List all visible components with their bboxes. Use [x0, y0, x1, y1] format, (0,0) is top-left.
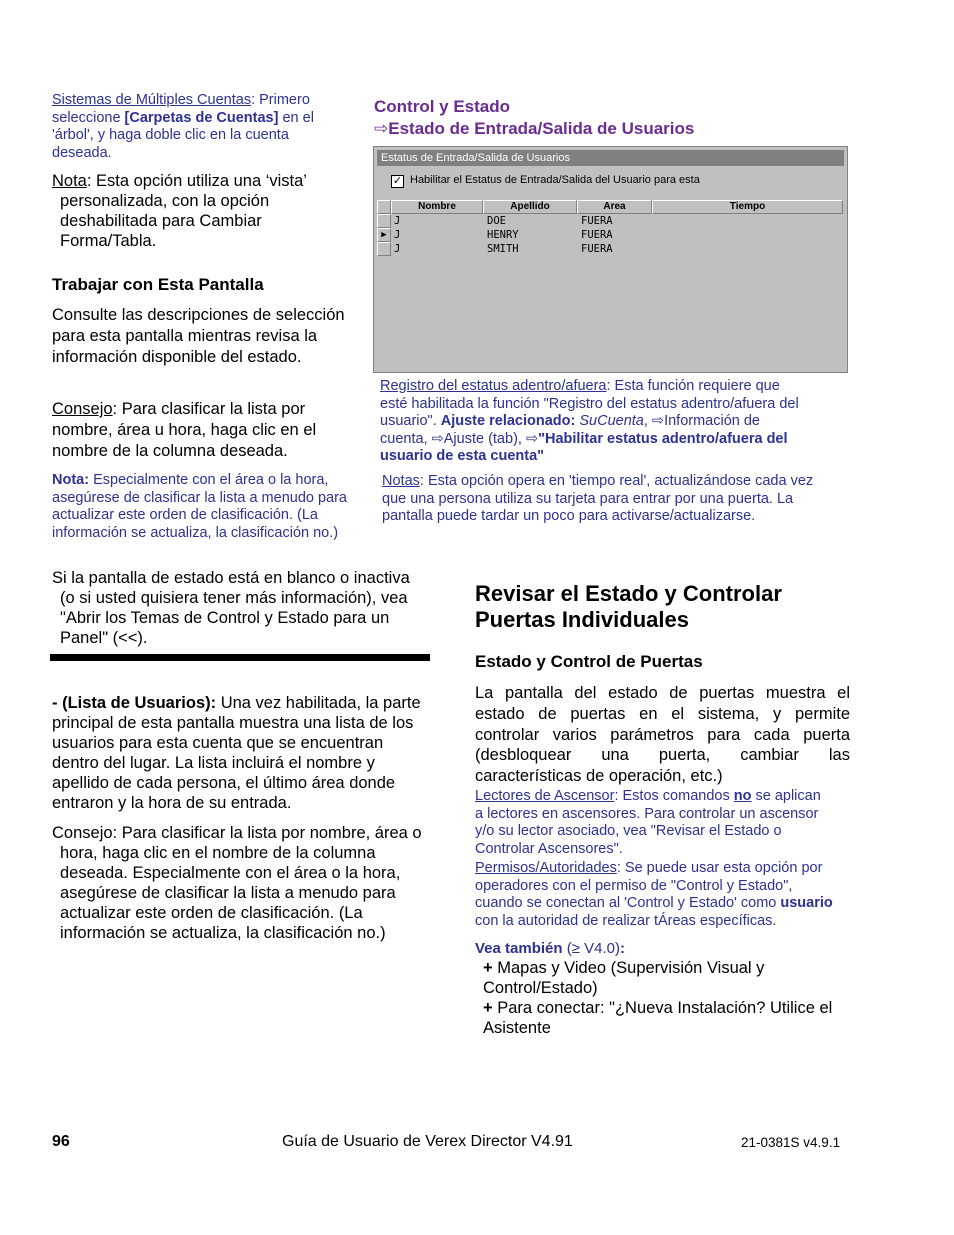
sistemas-note: Sistemas de Múltiples Cuentas: Primero seleccione [Carpetas de Cuentas] en el 'árbol', y haga doble clic en la cuenta deseada. [52, 92, 314, 161]
registro-link[interactable]: Registro del estatus adentro/afuera [380, 378, 607, 394]
notas-note: Notas: Esta opción opera en 'tiempo real', actualizándose cada vez que una persona utiliza su tarjeta para entrar por una puerta. La pantalla puede tardar un poco para activarse/actualizarse. [382, 473, 814, 524]
arrow-right-icon: ⇨ [651, 413, 665, 429]
cell-area: FUERA [581, 229, 613, 241]
page-number: 96 [52, 1133, 70, 1150]
users-grid [377, 200, 844, 369]
row-selector[interactable] [377, 214, 391, 228]
cell-nombre: J [394, 243, 401, 255]
table-row[interactable] [377, 242, 843, 256]
column-apellido[interactable]: Apellido [483, 200, 577, 214]
table-row[interactable] [377, 214, 843, 228]
section-divider [50, 654, 430, 661]
revisar-heading: Revisar el Estado y Controlar Puertas Individuales [475, 581, 782, 632]
cell-apellido: HENRY [487, 229, 519, 241]
estado-control-heading: Estado y Control de Puertas [475, 652, 703, 671]
see-also-item[interactable]: + Mapas y Video (Supervisión Visual y Control/Estado) [483, 959, 765, 997]
grid-rows [377, 214, 843, 256]
nota-vista: Nota: Esta opción utiliza una ‘vista’ personalizada, con la opción deshabilitada para Cambiar Forma/Tabla. [52, 172, 307, 250]
window-title: Estatus de Entrada/Salida de Usuarios [377, 150, 844, 166]
status-window [373, 146, 848, 373]
table-row[interactable] [377, 228, 843, 242]
pantalla-puertas-paragraph: La pantalla del estado de puertas muestra el estado de puertas en el sistema, y permite controlar varios parámetros para cada puerta (desbloquear una puerta, cambiar las características de operación, etc.) [475, 684, 850, 786]
trabajar-heading: Trabajar con Esta Pantalla [52, 275, 264, 294]
guide-title: Guía de Usuario de Verex Director V4.91 [282, 1133, 573, 1150]
see-also-item[interactable]: + Para conectar: "¿Nueva Instalación? Utilice el Asistente [483, 999, 833, 1037]
cell-nombre: J [394, 229, 401, 241]
permisos-link[interactable]: Permisos/Autoridades [475, 860, 617, 876]
registro-note: Registro del estatus adentro/afuera: Esta función requiere que esté habilitada la función "Registro del estatus adentro/afuera del usuario". Ajuste relacionado: SuCuenta, ⇨Información de cuenta, ⇨Ajuste (tab), ⇨"Habilitar estatus adentro/afuera del usuario de esta cuenta" [380, 378, 799, 464]
cell-apellido: SMITH [487, 243, 519, 255]
enable-status-checkbox[interactable]: ✓ [392, 175, 403, 187]
cell-area: FUERA [581, 243, 613, 255]
grid-corner [377, 200, 391, 214]
pantalla-blanco-paragraph: Si la pantalla de estado está en blanco o inactiva (o si usted quisiera tener más información), vea "Abrir los Temas de Control y Estado para un Panel" (<<). [52, 569, 410, 647]
consulte-paragraph: Consulte las descripciones de selección para esta pantalla mientras revisa la información disponible del estado. [52, 306, 345, 366]
permisos-note: Permisos/Autoridades: Se puede usar esta opción por operadores con el permiso de "Control y Estado", cuando se conectan al 'Control y Estado' como usuario con la autoridad de realizar tÁreas específicas. [475, 860, 833, 929]
enable-status-label: Habilitar el Estatus de Entrada/Salida del Usuario para esta [410, 174, 700, 186]
cell-apellido: DOE [487, 215, 506, 227]
estado-heading: ⇨Estado de Entrada/Salida de Usuarios [374, 119, 695, 139]
consejo2-paragraph: Consejo: Para clasificar la lista por nombre, área o hora, haga clic en el nombre de la columna deseada. Especialmente con el área o la hora, asegúrese de clasificar la lista a menudo para actualizar este orden de clasificación. (La información se actualiza, la clasificación no.) [52, 824, 422, 942]
row-selector[interactable] [377, 242, 391, 256]
cell-area: FUERA [581, 215, 613, 227]
doc-code: 21-0381S v4.9.1 [741, 1135, 841, 1150]
column-nombre[interactable]: Nombre [391, 200, 483, 214]
consejo-paragraph: Consejo: Para clasificar la lista por nombre, área u hora, haga clic en el nombre de la columna deseada. [52, 400, 317, 460]
lectores-link[interactable]: Lectores de Ascensor [475, 788, 615, 804]
arrow-right-icon: ⇨ [431, 430, 444, 447]
cell-nombre: J [394, 215, 401, 227]
nota-area: Nota: Especialmente con el área o la hora, asegúrese de clasificar la lista a menudo para actualizar este orden de clasificación. (La información se actualiza, la clasificación no.) [52, 472, 347, 541]
grid-header [377, 200, 843, 214]
column-area[interactable]: Area [577, 200, 652, 214]
column-tiempo[interactable]: Tiempo [652, 200, 843, 214]
lectores-note: Lectores de Ascensor: Estos comandos no se aplican a lectores en ascensores. Para controlar un ascensor y/o su lector asociado, vea "Revisar el Estado o Controlar Ascensores". [475, 788, 821, 857]
lista-usuarios-paragraph: - (Lista de Usuarios): Una vez habilitada, la parte principal de esta pantalla muestra una lista de los usuarios para esta cuenta que se encuentran dentro del lugar. La lista incluirá el nombre y apellido de cada persona, el último área donde entraron y la hora de su entrada. [52, 694, 421, 812]
arrow-right-icon: ⇨ [525, 430, 539, 447]
row-selector[interactable]: ▶ [377, 228, 391, 242]
arrow-right-icon: ⇨ [374, 119, 389, 139]
vea-tambien: Vea también (≥ V4.0): [475, 940, 625, 957]
sistemas-link[interactable]: Sistemas de Múltiples Cuentas [52, 92, 252, 108]
control-heading: Control y Estado [374, 97, 511, 116]
